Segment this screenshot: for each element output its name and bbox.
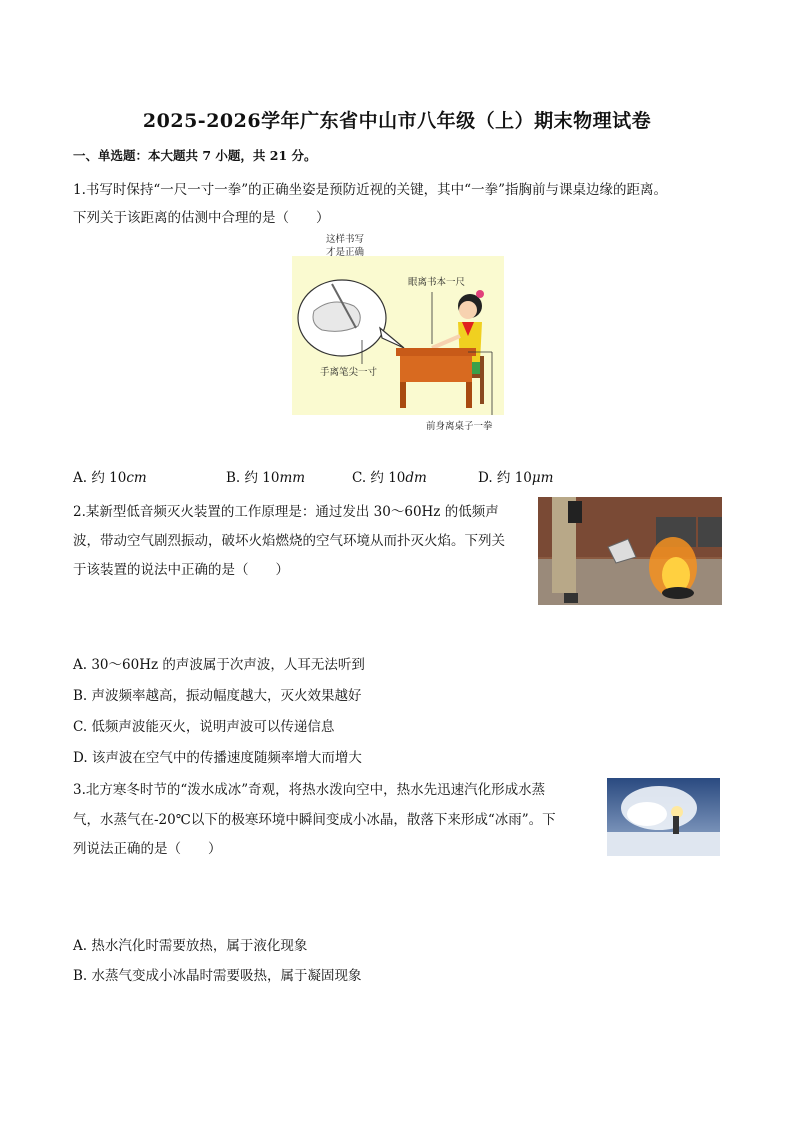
section-heading: 一、单选题：本大题共 7 小题，共 21 分。	[73, 148, 317, 163]
q3-stem-line3: 列说法正确的是（ ）	[73, 841, 222, 857]
figure-label-correct-1: 这样书写	[326, 234, 365, 245]
q3-boiling-water-ice-photo	[607, 778, 720, 856]
q2-option-d[interactable]: D. 该声波在空气中的传播速度随频率增大而增大	[73, 750, 362, 766]
q1-posture-figure	[292, 234, 504, 415]
q2-option-b[interactable]: B. 声波频率越高，振动幅度越大，灭火效果越好	[73, 688, 362, 704]
q3-stem-line1: 3.北方寒冬时节的“泼水成冰”奇观，将热水泼向空中，热水先迅速汽化形成水蒸	[73, 782, 546, 798]
q1-stem-line1: 1.书写时保持“一尺一寸一拳”的正确坐姿是预防近视的关键，其中“一拳”指胸前与课桌边缘的距离。	[73, 182, 667, 198]
q3-option-b[interactable]: B. 水蒸气变成小冰晶时需要吸热，属于凝固现象	[73, 968, 362, 984]
posture-illustration	[292, 256, 504, 415]
q2-option-c[interactable]: C. 低频声波能灭火，说明声波可以传递信息	[73, 719, 335, 735]
q3-stem-line2: 气，水蒸气在-20℃以下的极寒环境中瞬间变成小冰晶，散落下来形成“冰雨”。下	[73, 812, 556, 828]
figure-label-eye: 眼离书本一尺	[408, 277, 466, 288]
figure-label-hand: 手离笔尖一寸	[320, 367, 378, 378]
q1-option-b[interactable]: B. 约 10mm	[226, 470, 306, 486]
q2-stem-line2: 波，带动空气剧烈振动，破坏火焰燃烧的空气环境从而扑灭火焰。下列关	[73, 533, 505, 549]
figure-label-correct-2: 才是正确	[326, 247, 365, 258]
q2-fire-extinguisher-photo	[538, 497, 722, 605]
figure-label-chest: 前身离桌子一拳	[426, 421, 493, 432]
q2-stem-line1: 2.某新型低音频灭火装置的工作原理是：通过发出 30～60Hz 的低频声	[73, 504, 499, 520]
q3-option-a[interactable]: A. 热水汽化时需要放热，属于液化现象	[73, 938, 308, 954]
exam-title: 2025-2026学年广东省中山市八年级（上）期末物理试卷	[142, 110, 652, 132]
q1-option-c[interactable]: C. 约 10dm	[352, 470, 427, 486]
q1-option-a[interactable]: A. 约 10cm	[73, 470, 147, 486]
q2-option-a[interactable]: A. 30～60Hz 的声波属于次声波，人耳无法听到	[73, 657, 365, 673]
q2-stem-line3: 于该装置的说法中正确的是（ ）	[73, 562, 289, 578]
q1-stem-line2: 下列关于该距离的估测中合理的是（ ）	[73, 210, 330, 226]
q1-option-d[interactable]: D. 约 10μm	[478, 470, 554, 486]
